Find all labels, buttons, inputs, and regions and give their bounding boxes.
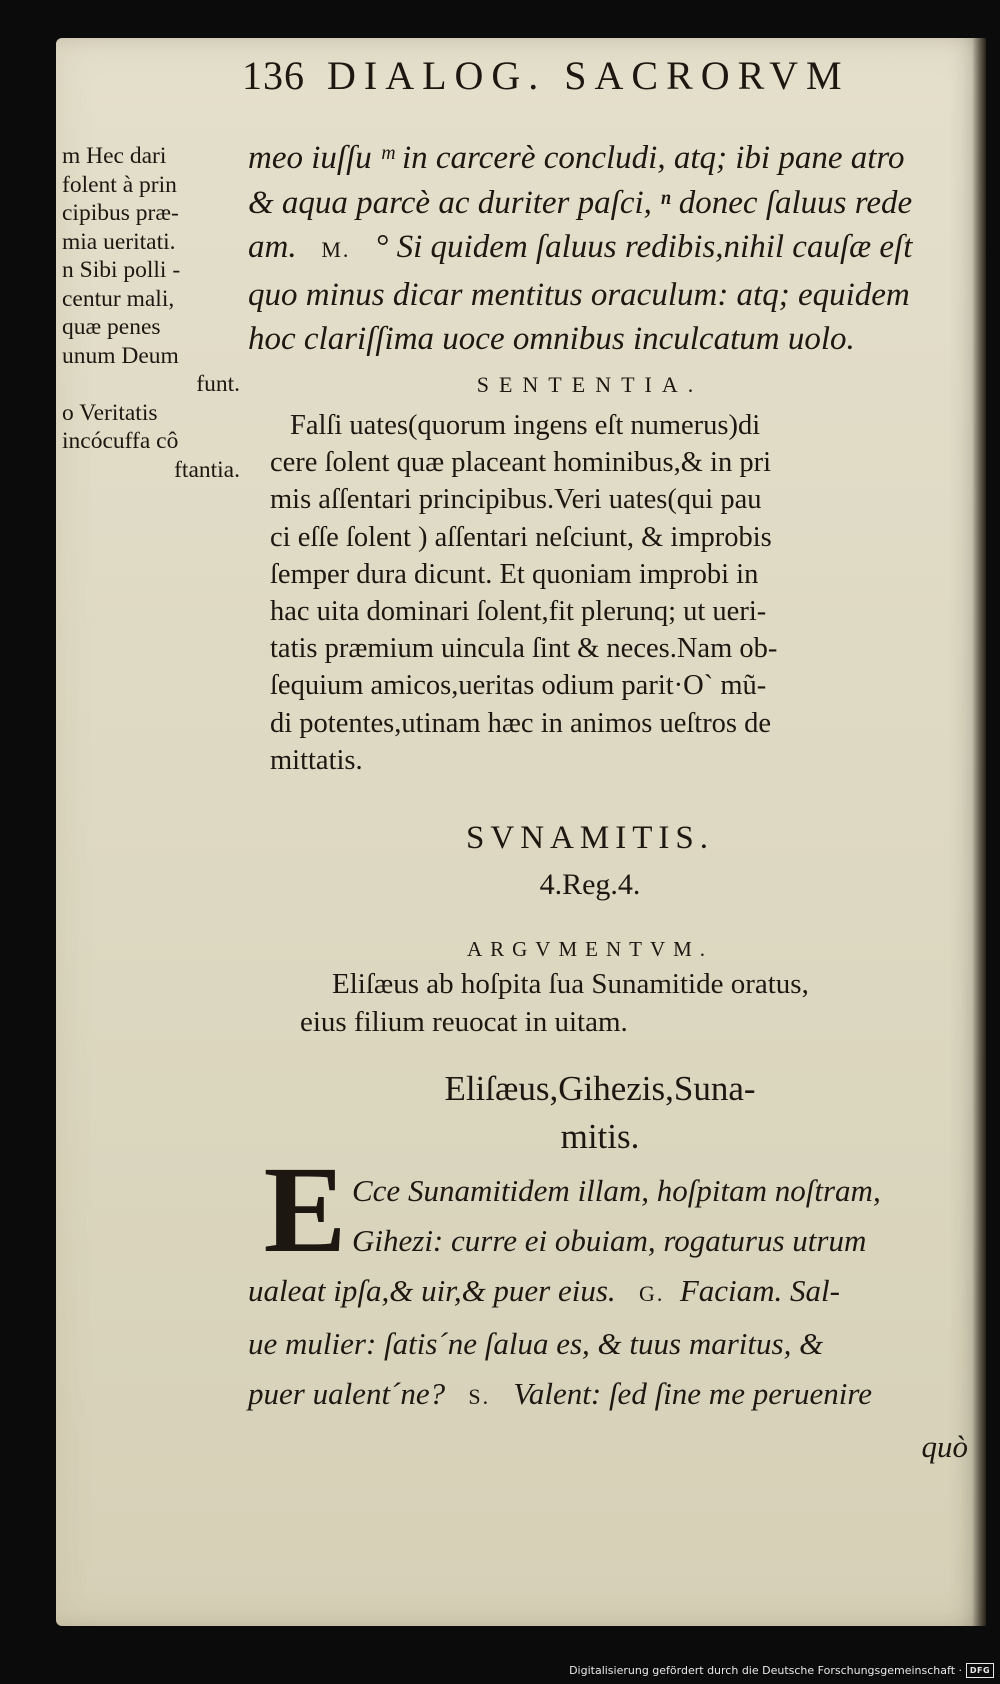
margin-note-line: quæ penes — [62, 314, 161, 340]
text-line — [248, 1266, 968, 1319]
text-line: ue mulier: ſatis´ne ſalua es, & tuus maritus, & — [248, 1326, 824, 1361]
margin-note-line: unum Deum — [62, 342, 179, 369]
text-line: di potentes,utinam hæc in animos ueſtros de — [270, 707, 772, 739]
speaker-marker: S. — [468, 1384, 491, 1409]
text-line: mitis. — [560, 1117, 640, 1156]
margin-note-line: funt. — [196, 371, 240, 397]
dramatis-personae — [300, 1065, 900, 1161]
text-fragment: puer ualent´ne? — [248, 1376, 446, 1411]
catchword: quò — [921, 1429, 968, 1464]
text-line: mis aſſentari principibus.Veri uates(qui pau — [270, 484, 762, 516]
margin-note-line: m Hec dari — [62, 143, 167, 169]
text-line — [248, 225, 968, 273]
argumentum-heading: ARGVMENTVM. — [466, 937, 714, 961]
speaker-marker: G. — [638, 1281, 665, 1306]
text-fragment: ualeat ipſa,& uir,& puer eius. — [248, 1273, 616, 1308]
text-fragment: Valent: ſed ſine me peruenire — [513, 1376, 873, 1411]
margin-note-line: mia ueritati. — [62, 228, 176, 255]
opening-passage — [248, 136, 968, 362]
running-header — [242, 52, 942, 99]
text-line: Eliſæus ab hoſpita ſua Sunamitide oratus, — [332, 968, 809, 1000]
text-line: meo iuſſu ᵐ in carcerè concludi, atq; ibi pane atro — [248, 140, 905, 176]
page-number: 136 — [242, 53, 305, 98]
margin-note-line: o Veritatis — [62, 399, 158, 426]
text-line: quo minus dicar mentitus oraculum: atq; equidem — [248, 276, 910, 313]
argumentum-text — [300, 965, 950, 1041]
dropcap-initial: E — [263, 1141, 347, 1278]
text-line: eius filium reuocat in uitam. — [300, 1006, 628, 1038]
speaker-marker: M. — [321, 237, 351, 262]
text-fragment: Faciam. Sal- — [679, 1273, 840, 1308]
margin-note-line: centur mali, — [62, 285, 175, 312]
text-line: hoc clariſſima uoce omnibus inculcatum uolo. — [248, 321, 855, 357]
text-fragment: am. — [248, 229, 297, 265]
margin-note-line: n Sibi polli - — [62, 257, 181, 283]
running-title: DIALOG. SACRORVM — [327, 53, 850, 98]
margin-note-line: incócuffa cô — [62, 428, 179, 454]
text-line: ſemper dura dicunt. Et quoniam improbi in — [270, 558, 759, 590]
text-line: cere ſolent quæ placeant hominibus,& in pri — [270, 447, 772, 479]
text-line: ci eſſe ſolent ) aſſentari neſciunt, & improbis — [270, 521, 772, 553]
text-line: Gihezi: curre ei obuiam, rogaturus utrum — [352, 1223, 867, 1258]
text-fragment: ° Si quidem ſaluus redibis,nihil cauſæ eſt — [375, 229, 913, 265]
text-line: Cce Sunamitidem illam, hoſpitam noſtram, — [352, 1173, 881, 1208]
margin-note-line: folent à prin — [62, 171, 177, 198]
text-line: hac uita dominari ſolent,fit plerunq; ut ueri- — [270, 596, 767, 628]
text-line: mittatis. — [270, 744, 363, 776]
sententia-text — [270, 407, 950, 779]
footer-credit: Digitalisierung gefördert durch die Deutsche Forschungsgemeinschaft · — [569, 1663, 962, 1677]
text-line: Falſi uates(quorum ingens eſt numerus)di — [290, 410, 761, 441]
text-line: & aqua parcè ac duriter paſci, ⁿ donec ſaluus rede — [248, 184, 913, 221]
dialogue-text — [248, 1166, 968, 1472]
margin-note-line: cipibus præ- — [62, 200, 179, 226]
text-line — [248, 1369, 968, 1422]
text-line: ſequium amicos,ueritas odium parit·O` mũ- — [270, 670, 767, 702]
scripture-reference: 4.Reg.4. — [539, 868, 641, 901]
margin-note-line: ftantia. — [174, 456, 240, 483]
text-line: tatis præmium uincula ſint & neces.Nam ob- — [270, 633, 778, 665]
dfg-logo: DFG — [966, 1663, 994, 1678]
text-line: Eliſæus,Gihezis,Suna- — [444, 1069, 756, 1108]
digitization-footer — [569, 1660, 994, 1680]
sententia-heading: SENTENTIA. — [476, 372, 704, 397]
section-title: SVNAMITIS. — [466, 820, 714, 856]
margin-notes — [62, 142, 240, 484]
